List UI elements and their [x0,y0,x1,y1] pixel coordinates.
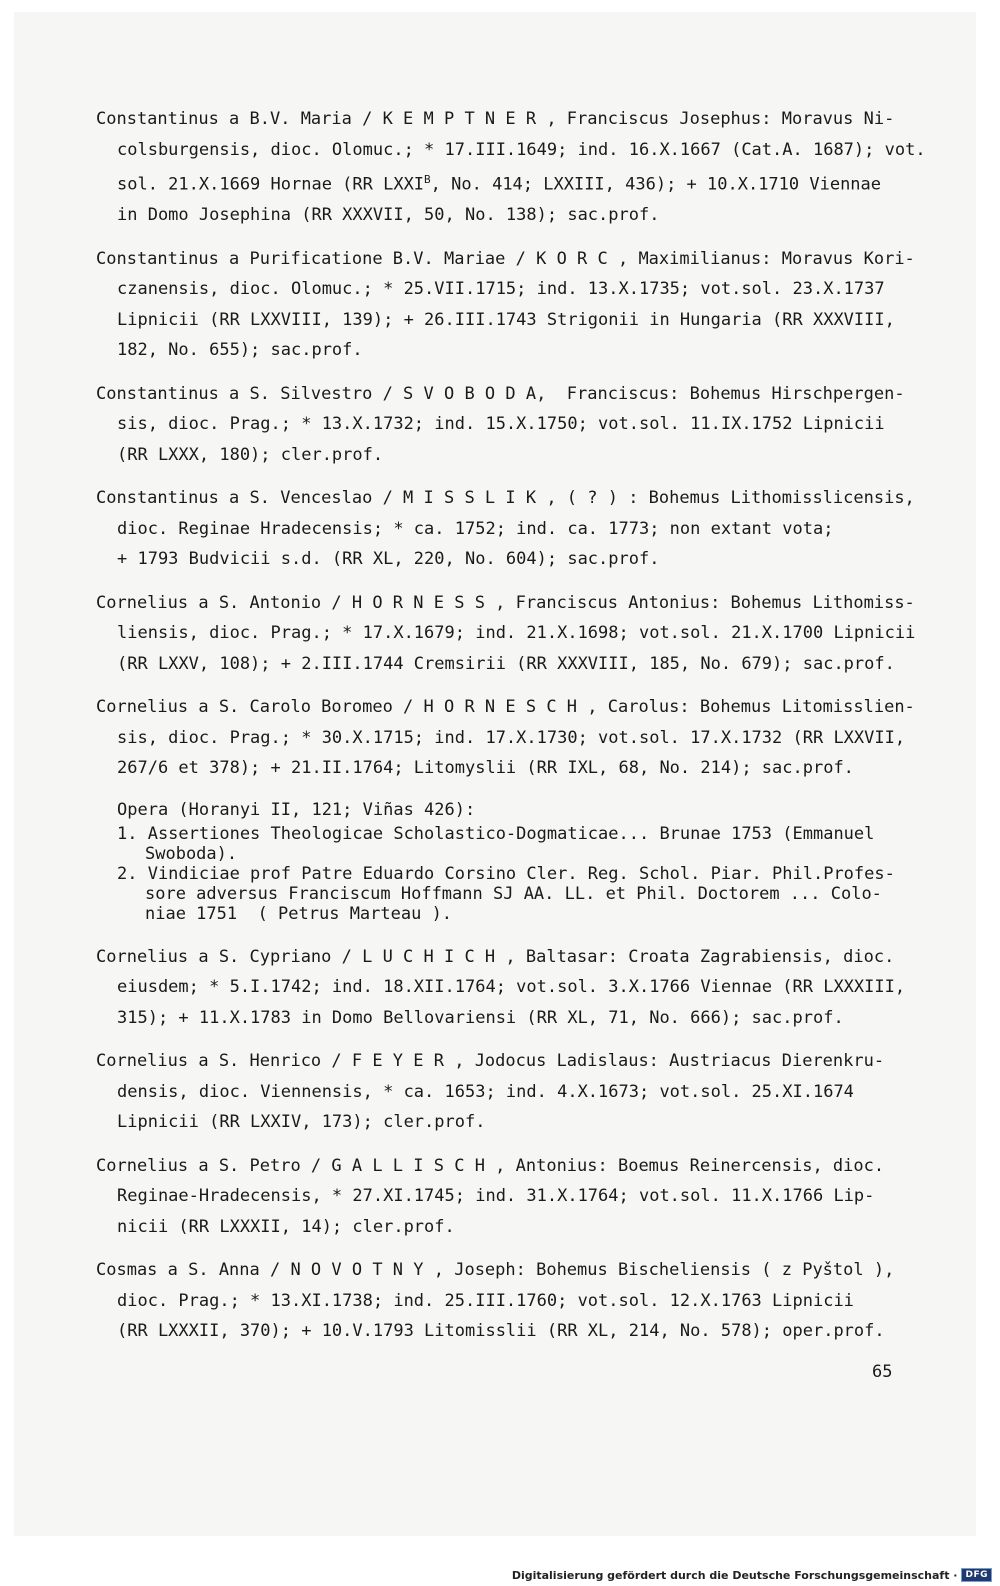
entry-line: nicii (RR LXXXII, 14); cler.prof. [117,1216,455,1237]
entry-line: colsburgensis, dioc. Olomuc.; * 17.III.1649; ind. 16.X.1667 (Cat.A. 1687); vot. [117,139,926,160]
opera-item-line: niae 1751 ( Petrus Marteau ). [145,903,453,924]
opera-item-line: 2. Vindiciae prof Patre Eduardo Corsino Cler. Reg. Schol. Piar. Phil.Profes- [117,863,895,884]
catalog-entry [96,692,915,784]
entry-line: 267/6 et 378); + 21.II.1764; Litomyslii (RR IXL, 68, No. 214); sac.prof. [117,758,854,779]
entry-line: eiusdem; * 5.I.1742; ind. 18.XII.1764; vot.sol. 3.X.1766 Viennae (RR LXXXIII, [117,977,906,998]
entry-line: sis, dioc. Prag.; * 30.X.1715; ind. 17.X.1730; vot.sol. 17.X.1732 (RR LXXVII, [117,727,906,748]
catalog-entry [96,483,915,575]
entry-line: sol. 21.X.1669 Hornae (RR $LXXI^B$, No. 414; LXXIII, 436); + 10.X.1710 Viennae [117,173,882,195]
catalog-entry [96,942,908,1034]
entry-line: liensis, dioc. Prag.; * 17.X.1679; ind. 21.X.1698; vot.sol. 21.X.1700 Lipnicii [117,623,916,644]
entry-line: 315); + 11.X.1783 in Domo Bellovariensi (RR XL, 71, No. 666); sac.prof. [117,1007,844,1028]
entry-line: + 1793 Budvicii s.d. (RR XL, 220, No. 604); sac.prof. [117,549,660,570]
entry-line: Cornelius a S. Antonio / H O R N E S S , Franciscus Antonius: Bohemus Lithomiss- [96,592,915,613]
opera-item-line: 1. Assertiones Theologicae Scholastico-Dogmaticae... Brunae 1753 (Emmanuel [117,823,875,844]
catalog-entry [96,104,926,231]
entry-line: (RR LXXX, 180); cler.prof. [117,444,384,465]
document-page [14,12,976,1536]
catalog-entry [96,1151,908,1243]
entry-line: in Domo Josephina (RR XXXVII, 50, No. 138); sac.prof. [117,205,660,226]
entry-line: Cornelius a S. Henrico / F E Y E R , Jodocus Ladislaus: Austriacus Dierenkru- [96,1051,885,1072]
opera-heading: Opera (Horanyi II, 121; Viñas 426): [117,799,476,820]
entry-line: Cosmas a S. Anna / N O V O T N Y , Joseph: Bohemus Bischeliensis ( z Pyštol ), [96,1260,895,1281]
opera-item-line: Swoboda). [145,843,238,864]
dfg-logo: DFG [961,1568,992,1582]
entry-line: Cornelius a S. Cypriano / L U C H I C H , Baltasar: Croata Zagrabiensis, dioc. [96,946,895,967]
entry-line: Constantinus a S. Silvestro / S V O B O D A, Franciscus: Bohemus Hirschpergen- [96,383,905,404]
entry-line: dioc. Prag.; * 13.XI.1738; ind. 25.III.1760; vot.sol. 12.X.1763 Lipnicii [117,1290,854,1311]
opera-list [96,797,908,924]
entries-list [96,104,926,1360]
opera-item-line: sore adversus Franciscum Hoffmann SJ AA. LL. et Phil. Doctorem ... Colo- [145,883,882,904]
catalog-entry [96,379,908,471]
entry-line: Cornelius a S. Carolo Boromeo / H O R N E S C H , Carolus: Bohemus Litomisslien- [96,697,915,718]
catalog-entry [96,244,915,366]
entry-line: (RR LXXV, 108); + 2.III.1744 Cremsirii (RR XXXVIII, 185, No. 679); sac.prof. [117,653,895,674]
entry-line: Lipnicii (RR LXXIV, 173); cler.prof. [117,1112,486,1133]
digitization-footer [512,1568,992,1582]
entry-line: Cornelius a S. Petro / G A L L I S C H , Antonius: Boemus Reinercensis, dioc. [96,1155,885,1176]
entry-line: czanensis, dioc. Olomuc.; * 25.VII.1715; ind. 13.X.1735; vot.sol. 23.X.1737 [117,279,885,300]
footer-text: Digitalisierung gefördert durch die Deutsche Forschungsgemeinschaft · [511,1568,958,1582]
catalog-entry [96,1046,908,1138]
catalog-entry [96,588,916,680]
entry-line: Reginae-Hradecensis, * 27.XI.1745; ind. 31.X.1764; vot.sol. 11.X.1766 Lip- [117,1186,875,1207]
entry-line: 182, No. 655); sac.prof. [117,340,363,361]
entry-line: dioc. Reginae Hradecensis; * ca. 1752; ind. ca. 1773; non extant vota; [117,518,834,539]
entry-line: (RR LXXXII, 370); + 10.V.1793 Litomisslii (RR XL, 214, No. 578); oper.prof. [117,1321,885,1342]
entry-line: Constantinus a B.V. Maria / K E M P T N E R , Franciscus Josephus: Moravus Ni- [96,109,895,129]
entry-line: Lipnicii (RR LXXVIII, 139); + 26.III.1743 Strigonii in Hungaria (RR XXXVIII, [117,309,895,330]
entry-line: Constantinus a S. Venceslao / M I S S L I K , ( ? ) : Bohemus Lithomisslicensis, [96,488,915,509]
page-number: 65 [872,1362,893,1382]
entry-line: sis, dioc. Prag.; * 13.X.1732; ind. 15.X.1750; vot.sol. 11.IX.1752 Lipnicii [117,414,885,435]
catalog-entry [96,1255,908,1347]
entry-line: Constantinus a Purificatione B.V. Mariae / K O R C , Maximilianus: Moravus Kori- [96,248,915,269]
entry-line: densis, dioc. Viennensis, * ca. 1653; ind. 4.X.1673; vot.sol. 25.XI.1674 [117,1081,854,1102]
